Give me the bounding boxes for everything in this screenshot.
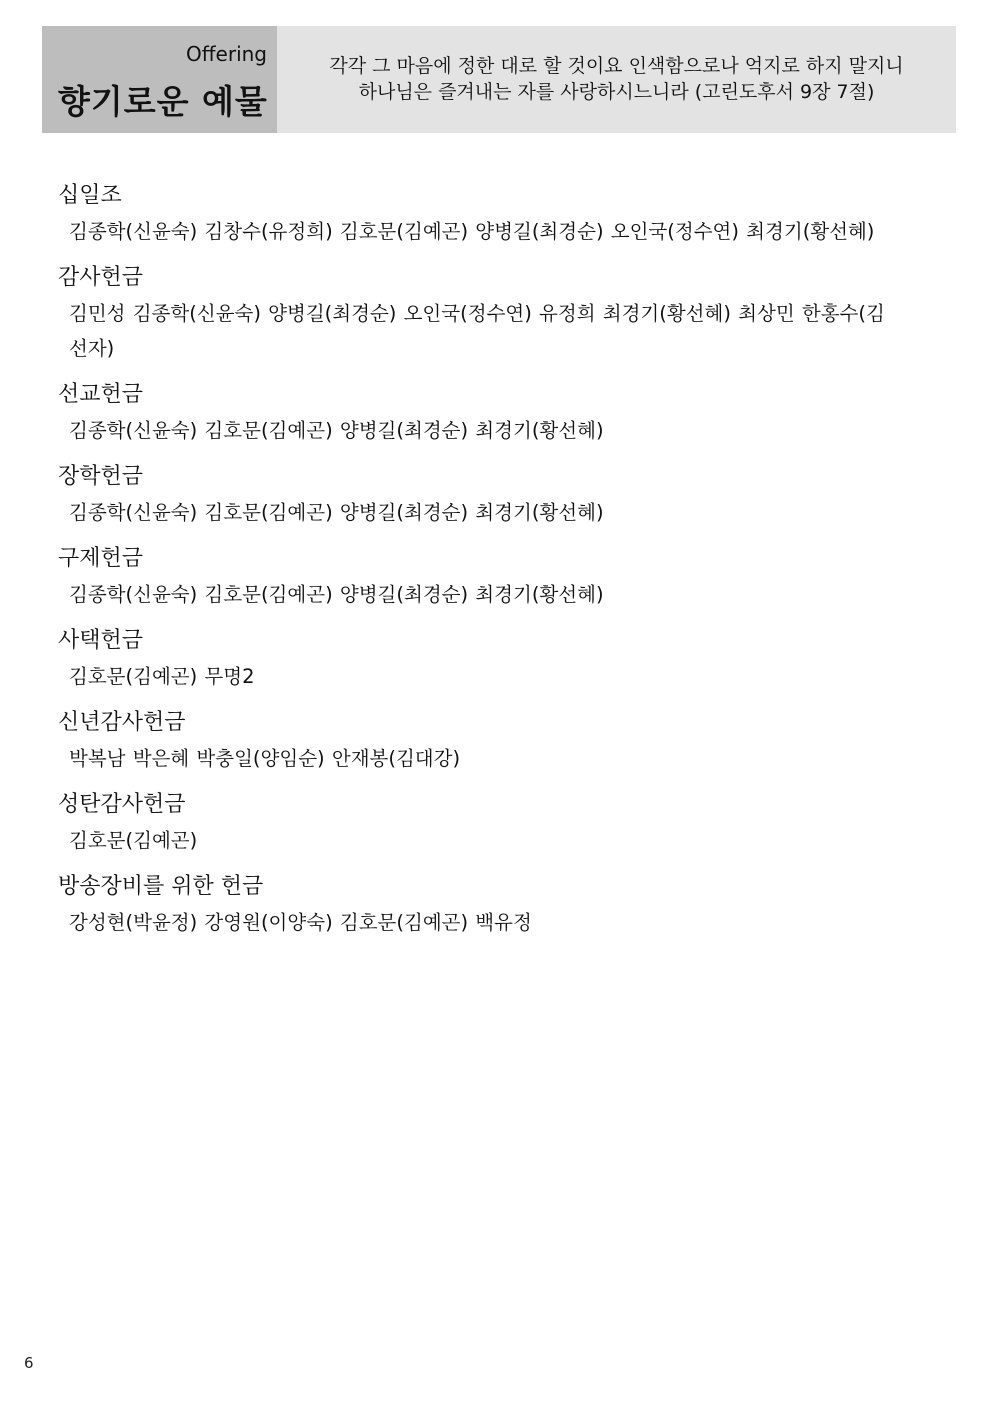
section-christmas [58,787,938,858]
donor-names: 박복남 박은혜 박충일(양임순) 안재봉(김대강) [69,747,461,770]
section-broadcast-equipment [58,869,938,940]
donor-names: 김종학(신윤숙) 김호문(김예곤) 양병길(최경순) 최경기(황선혜) [69,419,604,442]
title-korean: 향기로운 예물 [58,82,268,121]
verse-line-1: 각각 그 마음에 정한 대로 할 것이요 인색함으로나 억지로 하지 말지니 [329,54,904,77]
page-number: 6 [24,1354,34,1372]
offering-list [58,178,938,951]
title-english: Offering [186,42,267,66]
title-box [42,26,277,133]
section-title: 사택헌금 [58,628,144,653]
verse-line-2: 하나님은 즐겨내는 자를 사랑하시느니라 (고린도후서 9장 7절) [358,80,875,103]
donor-names: 김종학(신윤숙) 김호문(김예곤) 양병길(최경순) 최경기(황선혜) [69,501,604,524]
bible-verse [277,26,956,133]
section-scholarship [58,459,938,530]
donor-names: 김호문(김예곤) 무명2 [69,665,255,688]
donor-names: 김민성 김종학(신윤숙) 양병길(최경순) 오인국(정수연) 유정희 최경기(황선혜) 최상민 한홍수(김선자) [69,302,885,360]
section-parsonage [58,623,938,694]
section-title: 구제헌금 [58,546,144,571]
offering-header [42,26,956,133]
section-title: 십일조 [58,183,122,208]
section-mission [58,377,938,448]
donor-names: 김호문(김예곤) [69,829,198,852]
donor-names: 김종학(신윤숙) 김창수(유정희) 김호문(김예곤) 양병길(최경순) 오인국(정수연) 최경기(황선혜) [69,220,875,243]
donor-names: 김종학(신윤숙) 김호문(김예곤) 양병길(최경순) 최경기(황선혜) [69,583,604,606]
section-title: 선교헌금 [58,382,144,407]
section-title: 장학헌금 [58,464,144,489]
section-title: 성탄감사헌금 [58,792,186,817]
section-relief [58,541,938,612]
section-tithe [58,178,938,249]
section-title: 감사헌금 [58,265,144,290]
section-title: 방송장비를 위한 헌금 [58,874,264,899]
section-new-year [58,705,938,776]
section-thanksgiving [58,260,938,366]
section-title: 신년감사헌금 [58,710,186,735]
donor-names: 강성현(박윤정) 강영원(이양숙) 김호문(김예곤) 백유정 [69,911,532,934]
